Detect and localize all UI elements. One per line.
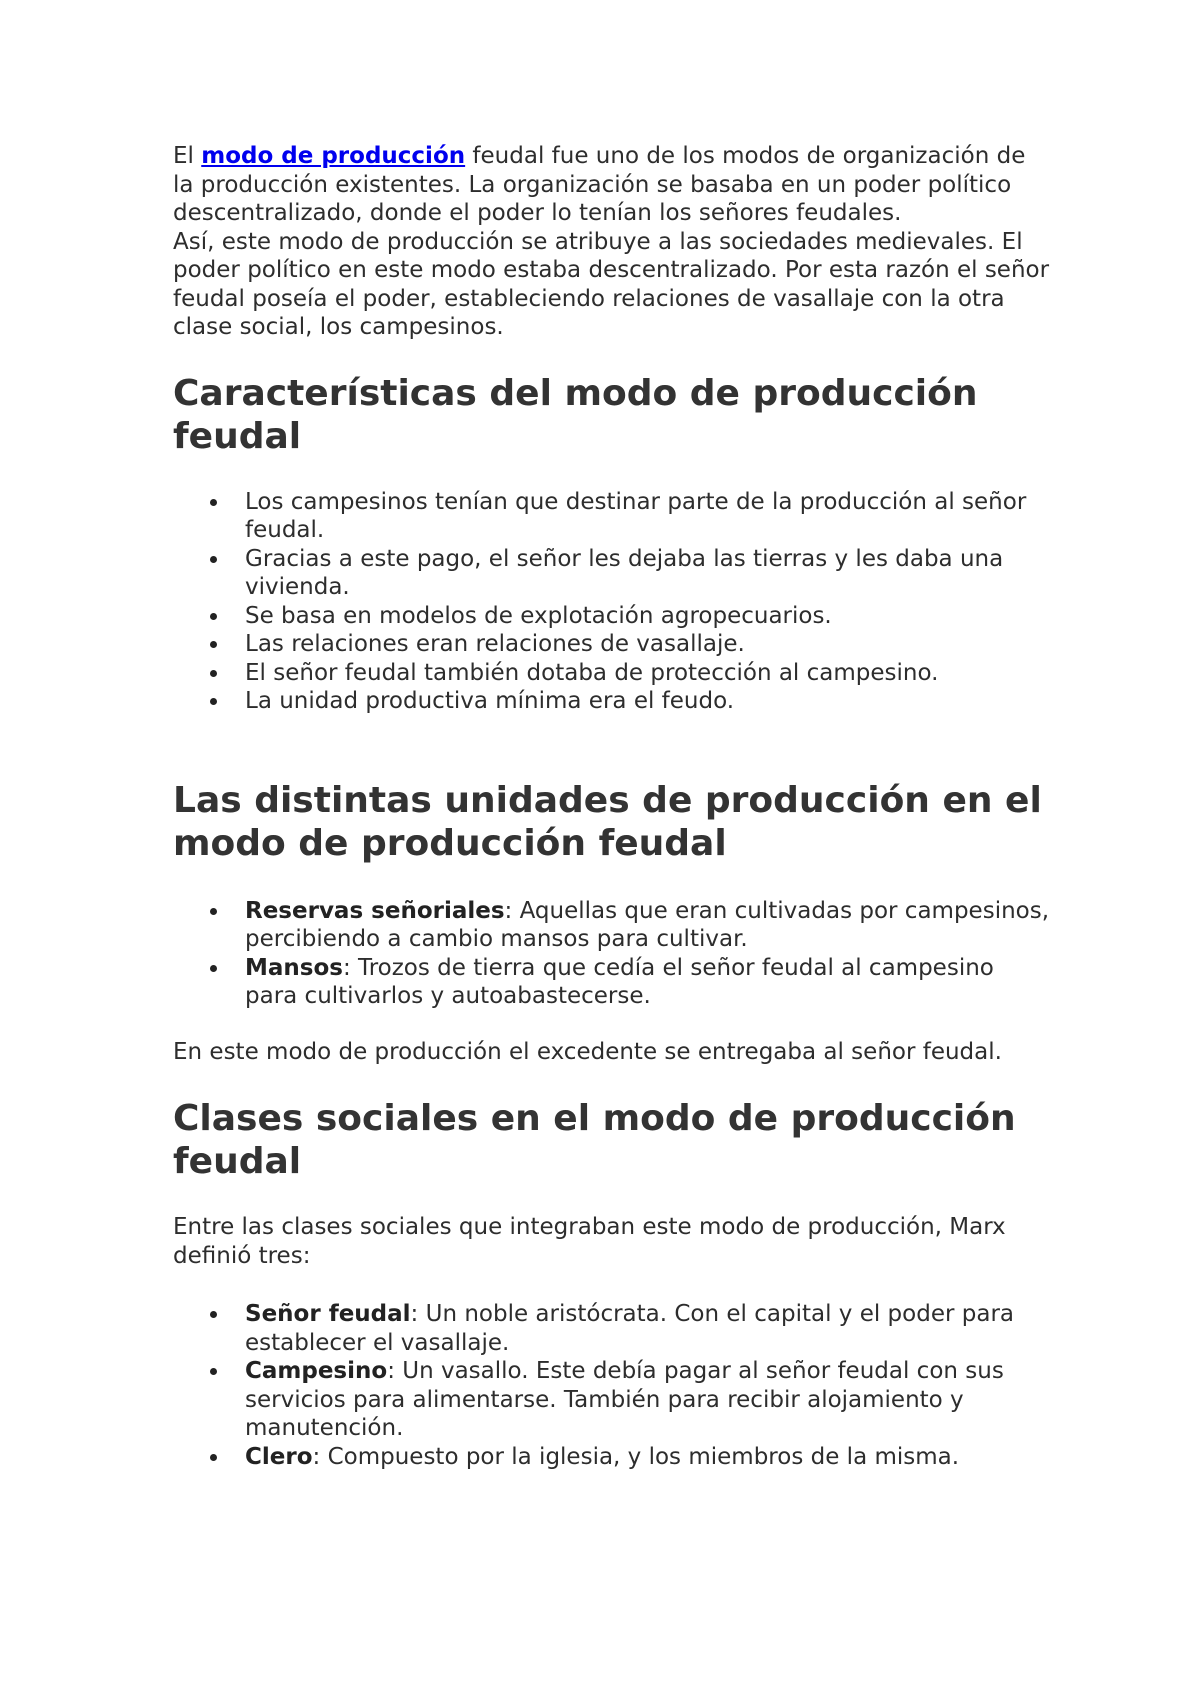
intro-paragraph-1 [173,142,1053,228]
clases-list [173,1300,1053,1471]
list-item: Los campesinos tenían que destinar parte de la producción al señor feudal. [245,488,1053,545]
list-item: El señor feudal también dotaba de protección al campesino. [245,659,1053,688]
list-item: La unidad productiva mínima era el feudo. [245,687,1053,716]
definition: : Aquellas que eran cultivadas por campesinos, percibiendo a cambio mansos para cultivar. [245,897,1050,952]
intro-paragraph-2: Así, este modo de producción se atribuye a las sociedades medievales. El poder político en este modo estaba descentralizado. Por esta razón el señor feudal poseía el poder, estableciendo relaciones de vasallaje con la otra clase social, los campesinos. [173,228,1050,340]
list-item: Gracias a este pago, el señor les dejaba las tierras y les daba una vivienda. [245,545,1053,602]
heading-caracteristicas: Características del modo de producción feudal [173,372,978,457]
list-item [245,954,1053,1011]
term-reservas: Reservas señoriales [245,897,505,924]
heading-clases-sociales: Clases sociales en el modo de producción feudal [173,1098,1016,1182]
definition: : Un vasallo. Este debía pagar al señor feudal con sus servicios para alimentarse. También para recibir alojamiento y manutención. [245,1358,1004,1441]
list-item [245,1300,1053,1357]
term-clero: Clero [245,1443,313,1470]
unidades-list [173,897,1053,1011]
list-item [245,1357,1053,1443]
list-item: Las relaciones eran relaciones de vasallaje. [245,630,1053,659]
list-item [245,1443,1053,1472]
term-campesino: Campesino [245,1358,388,1384]
caracteristicas-list [173,488,1053,716]
definition: : Compuesto por la iglesia, y los miembros de la misma. [312,1443,960,1470]
heading-unidades-produccion: Las distintas unidades de producción en el modo de producción feudal [173,779,1042,864]
intro-text: feudal fue uno de los modos de organización de la producción existentes. La organización se basaba en un poder político descentralizado, donde el poder lo tenían los señores feudales. [173,143,1026,226]
term-senor-feudal: Señor feudal [245,1301,411,1327]
document-body [173,142,1053,1471]
excedente-paragraph: En este modo de producción el excedente se entregaba al señor feudal. [173,1038,1002,1065]
definition: : Trozos de tierra que cedía el señor feudal al campesino para cultivarlos y autoabastecerse. [245,954,994,1009]
modo-de-produccion-link[interactable]: modo de producción [201,143,466,169]
list-item [245,897,1053,954]
list-item: Se basa en modelos de explotación agropecuarios. [245,602,1053,631]
definition: : Un noble aristócrata. Con el capital y el poder para establecer el vasallaje. [245,1301,1014,1356]
clases-paragraph: Entre las clases sociales que integraban este modo de producción, Marx definió tres: [173,1214,1006,1269]
term-mansos: Mansos [245,954,343,981]
intro-prefix: El [173,143,202,169]
